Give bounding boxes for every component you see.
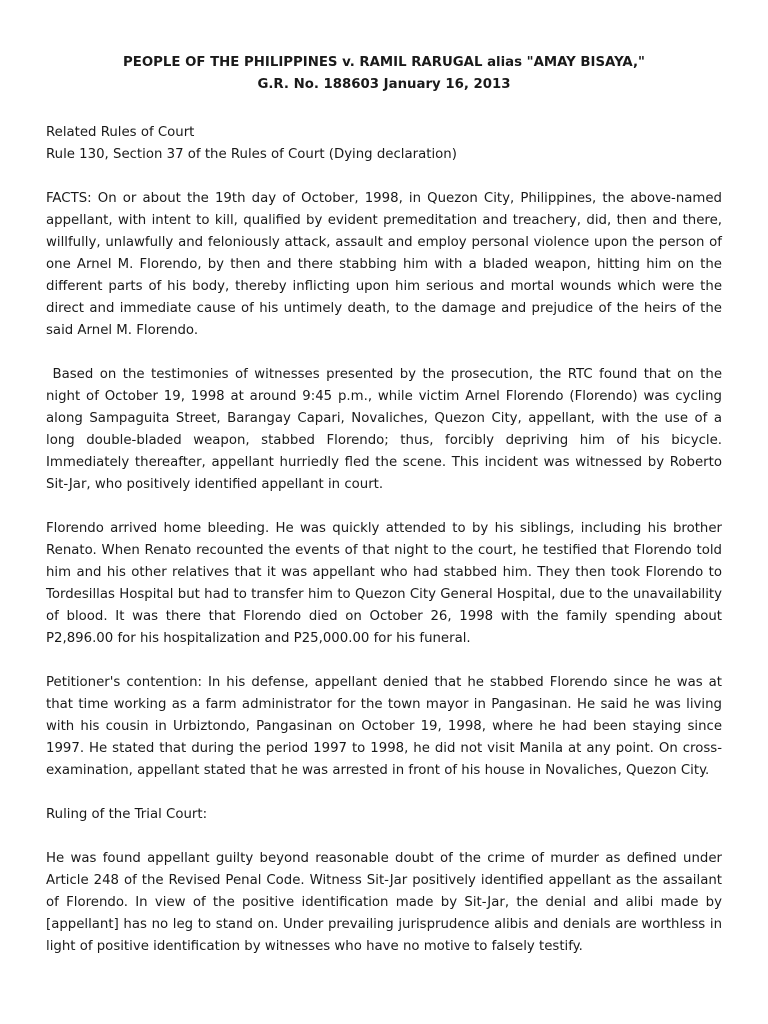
case-citation: G.R. No. 188603 January 16, 2013: [257, 77, 511, 92]
related-rule-text: Rule 130, Section 37 of the Rules of Court (Dying declaration): [46, 147, 457, 162]
related-rules-heading: Related Rules of Court: [46, 125, 195, 140]
case-title: [46, 52, 722, 96]
document-page: [46, 52, 727, 958]
testimonies-paragraph: Based on the testimonies of witnesses presented by the prosecution, the RTC found that on the night of October 19, 1998 at around 9:45 p.m., while victim Arnel Florendo (Florendo) was cycling along Sampaguita Street, Barangay Capari, Novaliches, Quezon City, appellant, with the use of a long double-bladed weapon, stabbed Florendo; thus, forcibly depriving him of his bicycle. Immediately thereafter, appellant hurriedly fled the scene. This incident was witnessed by Roberto Sit-Jar, who positively identified appellant in court.: [46, 367, 727, 492]
ruling-paragraph: He was found appellant guilty beyond reasonable doubt of the crime of murder as defined under Article 248 of the Revised Penal Code. Witness Sit-Jar positively identified appellant as the assailant of Florendo. In view of the positive identification made by Sit-Jar, the denial and alibi made by [appellant] has no leg to stand on. Under prevailing jurisprudence alibis and denials are worthless in light of positive identification by witnesses who have no motive to falsely testify.: [46, 851, 722, 954]
contention-paragraph: Petitioner's contention: In his defense, appellant denied that he stabbed Florendo since he was at that time working as a farm administrator for the town mayor in Pangasinan. He said he was living with his cousin in Urbiztondo, Pangasinan on October 19, 1998, where he had been staying since 1997. He stated that during the period 1997 to 1998, he did not visit Manila at any point. On cross-examination, appellant stated that he was arrested in front of his house in Novaliches, Quezon City.: [46, 675, 722, 778]
facts-paragraph: FACTS: On or about the 19th day of October, 1998, in Quezon City, Philippines, the above-named appellant, with intent to kill, qualified by evident premeditation and treachery, did, then and there, willfully, unlawfully and feloniously attack, assault and employ personal violence upon the person of one Arnel M. Florendo, by then and there stabbing him with a bladed weapon, hitting him on the different parts of his body, thereby inflicting upon him serious and mortal wounds which were the direct and immediate cause of his untimely death, to the damage and prejudice of the heirs of the said Arnel M. Florendo.: [46, 191, 722, 338]
florendo-paragraph: Florendo arrived home bleeding. He was quickly attended to by his siblings, including his brother Renato. When Renato recounted the events of that night to the court, he testified that Florendo told him and his other relatives that it was appellant who had stabbed him. They then took Florendo to Tordesillas Hospital but had to transfer him to Quezon City General Hospital, due to the unavailability of blood. It was there that Florendo died on October 26, 1998 with the family spending about P2,896.00 for his hospitalization and P25,000.00 for his funeral.: [46, 521, 722, 646]
ruling-heading: Ruling of the Trial Court:: [46, 807, 208, 822]
case-title-line: PEOPLE OF THE PHILIPPINES v. RAMIL RARUGAL alias "AMAY BISAYA,": [123, 55, 645, 70]
